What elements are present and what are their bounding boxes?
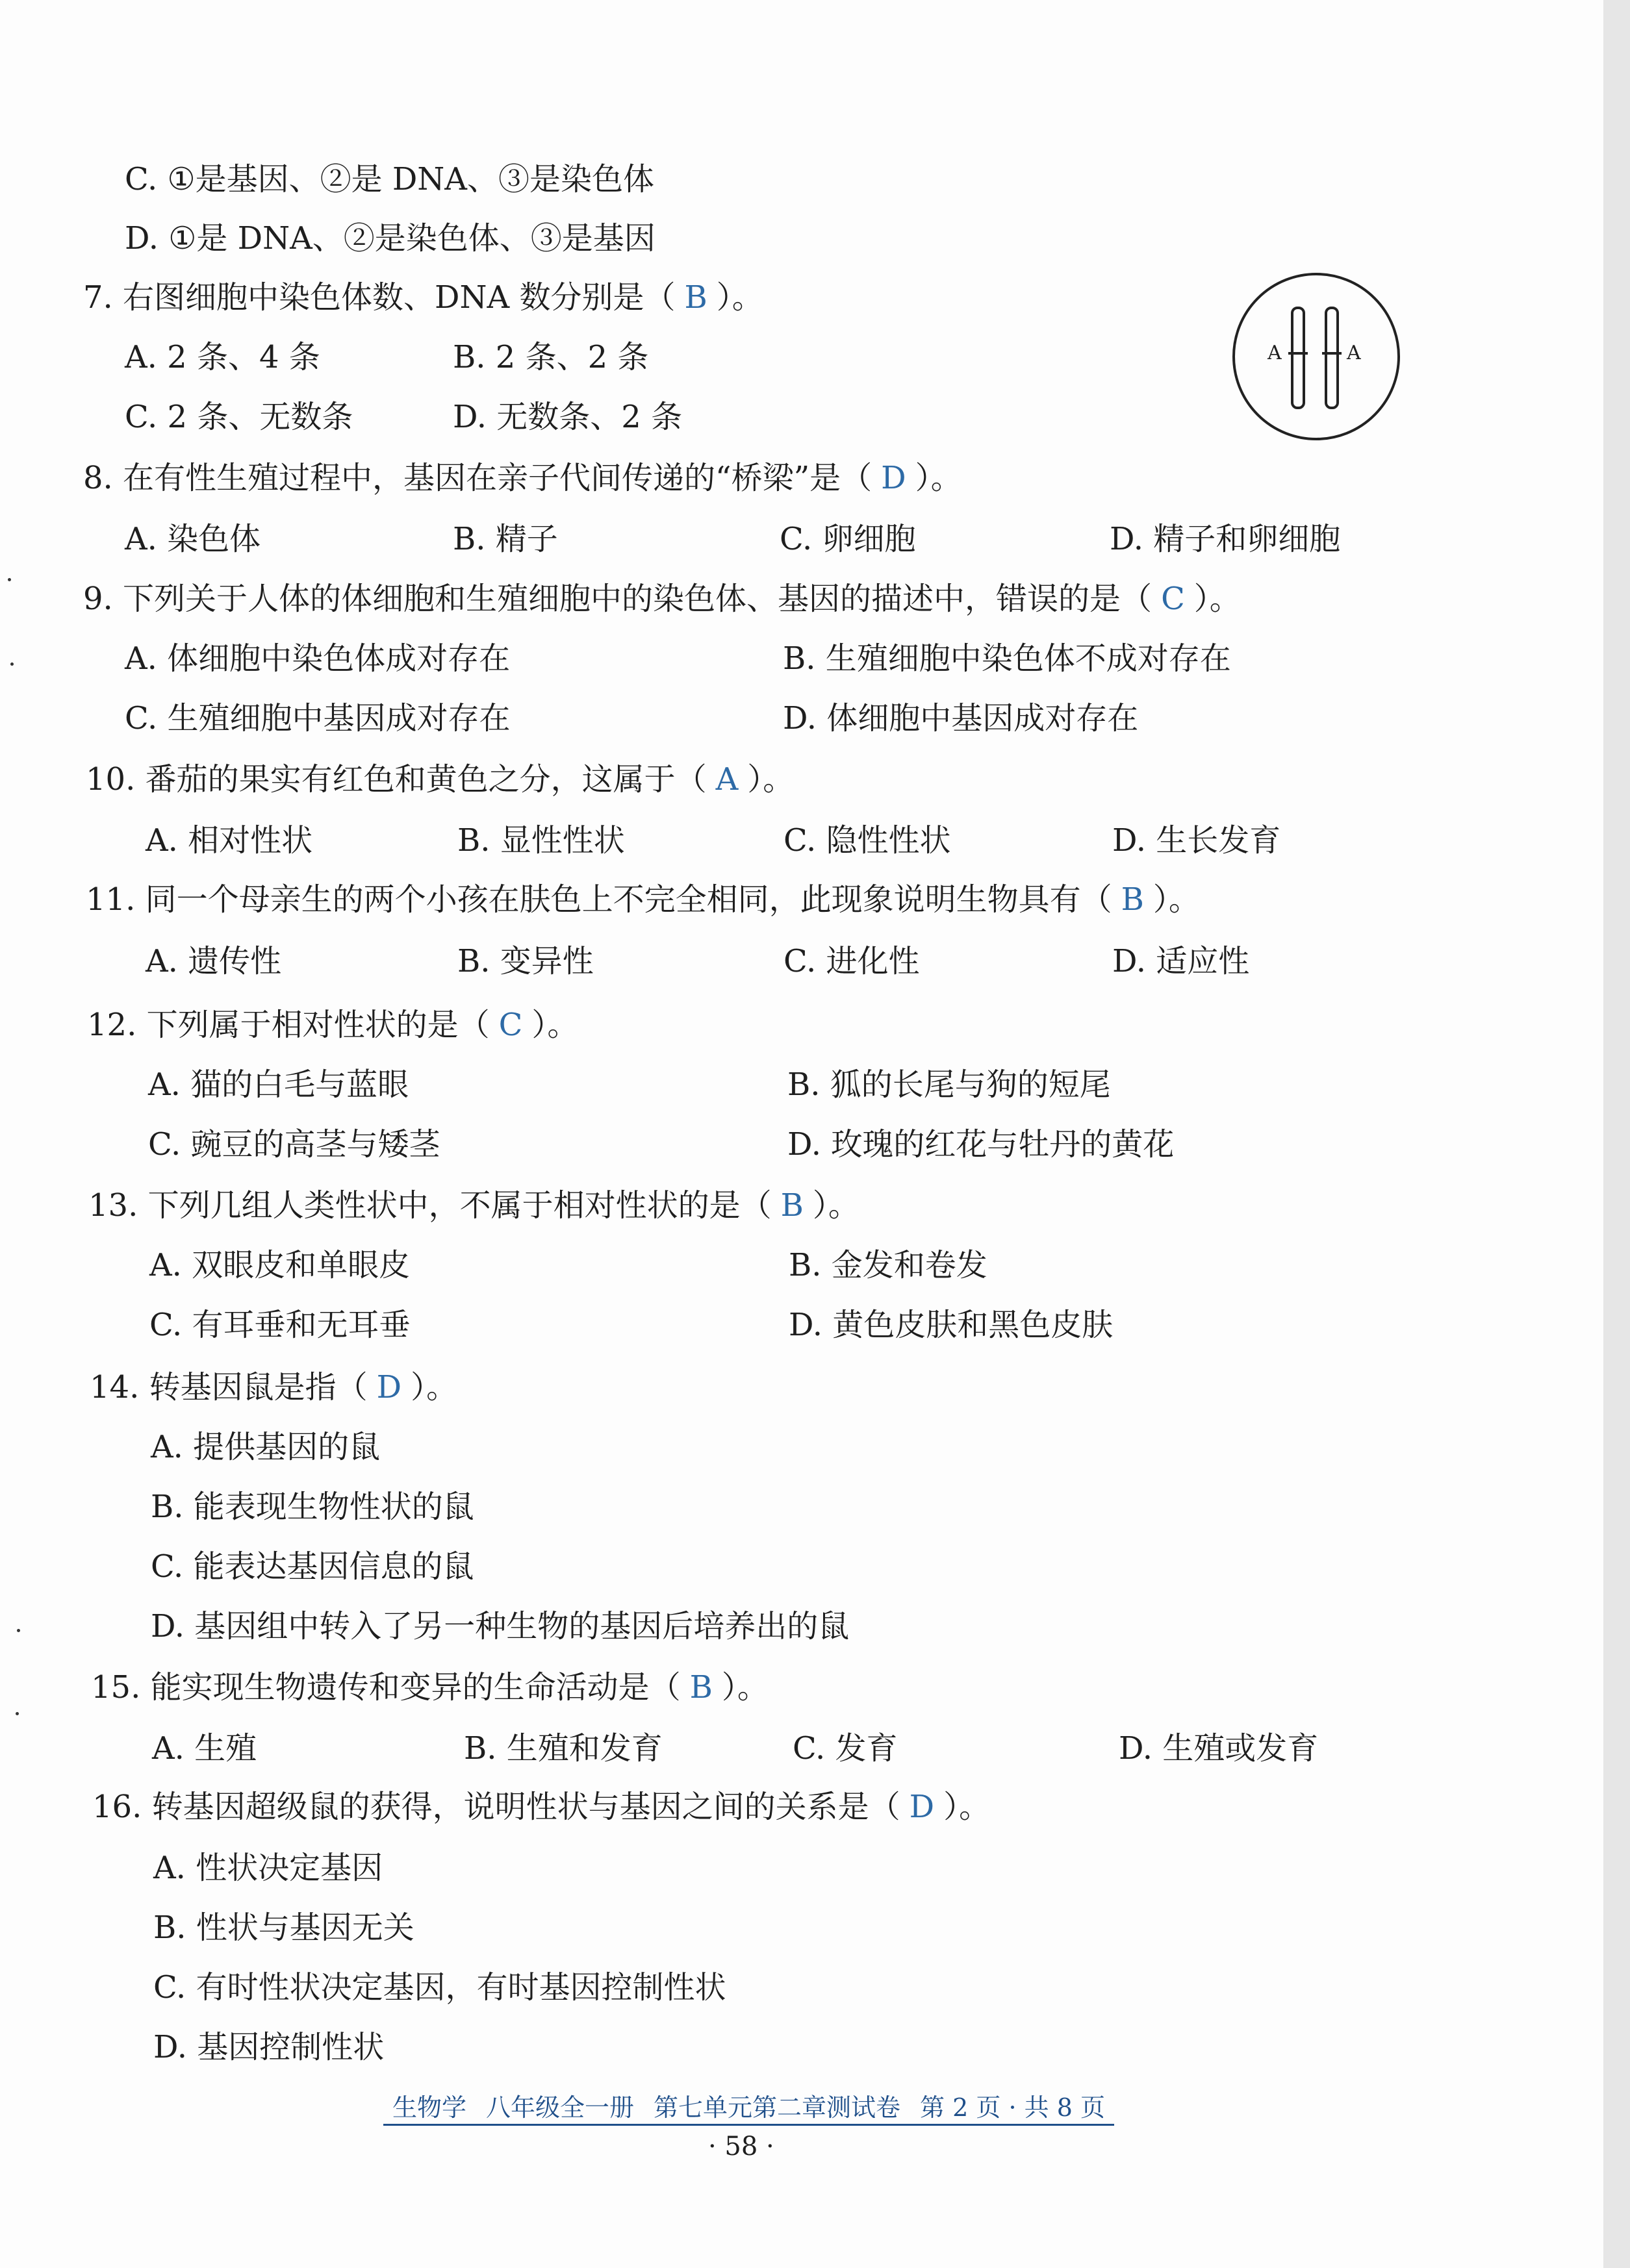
q16-stem-end: ）。: [943, 1789, 991, 1825]
q16-option-a: A. 性状决定基因: [153, 1850, 383, 1886]
q13-option-c: C. 有耳垂和无耳垂: [149, 1307, 411, 1343]
q9-stem-text: 9. 下列关于人体的体细胞和生殖细胞中的染色体、基因的描述中，错误的是（: [83, 581, 1152, 617]
q11-answer: B: [1121, 881, 1144, 918]
scan-speck: [17, 1629, 20, 1632]
q15-option-c: C. 发育: [793, 1730, 898, 1767]
q13-option-d: D. 黄色皮肤和黑色皮肤: [789, 1307, 1114, 1343]
q16-stem: [92, 1787, 990, 1826]
q7-stem-end: ）。: [716, 279, 763, 316]
q10-option-a: A. 相对性状: [146, 822, 313, 859]
q8-answer: D: [881, 460, 906, 496]
q8-option-d: D. 精子和卵细胞: [1110, 521, 1341, 557]
q12-stem-text: 12. 下列属于相对性状的是（: [87, 1007, 490, 1043]
q16-option-b: B. 性状与基因无关: [153, 1909, 414, 1946]
q15-option-d: D. 生殖或发育: [1119, 1730, 1319, 1767]
scan-speck: [8, 578, 11, 581]
q10-option-b: B. 显性性状: [457, 822, 625, 859]
q8-stem-end: ）。: [915, 460, 962, 496]
q14-option-c: C. 能表达基因信息的鼠: [151, 1548, 474, 1585]
q7-stem-text: 7. 右图细胞中染色体数、DNA 数分别是（: [83, 279, 676, 316]
q11-stem: [86, 880, 1200, 919]
q13-stem-text: 13. 下列几组人类性状中，不属于相对性状的是（: [88, 1187, 772, 1224]
scan-speck: [16, 1712, 19, 1715]
q9-stem-end: ）。: [1193, 581, 1241, 617]
q8-option-a: A. 染色体: [125, 521, 261, 557]
q11-option-c: C. 进化性: [783, 943, 920, 979]
q14-answer: D: [376, 1369, 402, 1405]
q11-stem-end: ）。: [1152, 881, 1200, 918]
q11-stem-text: 11. 同一个母亲生的两个小孩在肤色上不完全相同，此现象说明生物具有（: [86, 881, 1112, 918]
q8-option-b: B. 精子: [453, 521, 558, 557]
q16-answer: D: [909, 1789, 935, 1825]
chromosome-left: [1291, 307, 1305, 409]
q12-option-a: A. 猫的白毛与蓝眼: [148, 1066, 409, 1103]
q9-option-b: B. 生殖细胞中染色体不成对存在: [783, 640, 1231, 677]
q11-option-a: A. 遗传性: [146, 943, 282, 979]
gene-label-left: A: [1267, 342, 1282, 364]
q13-option-a: A. 双眼皮和单眼皮: [149, 1247, 411, 1283]
q9-answer: C: [1161, 581, 1185, 617]
q8-stem-text: 8. 在有性生殖过程中，基因在亲子代间传递的“桥梁”是（: [83, 460, 872, 496]
q11-option-d: D. 适应性: [1112, 943, 1250, 979]
q10-option-c: C. 隐性性状: [783, 822, 951, 859]
footer-grade: 八年级全一册: [486, 2093, 635, 2122]
q6-option-d: D. ①是 DNA、②是染色体、③是基因: [125, 220, 656, 257]
q7-option-c: C. 2 条、无数条: [125, 399, 353, 435]
q14-option-a: A. 提供基因的鼠: [151, 1429, 381, 1465]
q7-option-d: D. 无数条、2 条: [453, 399, 683, 435]
q7-answer: B: [684, 279, 707, 316]
page-footer: [383, 2091, 1114, 2126]
q16-stem-text: 16. 转基因超级鼠的获得，说明性状与基因之间的关系是（: [92, 1789, 900, 1825]
q9-stem: [83, 579, 1241, 618]
q13-stem-end: ）。: [812, 1187, 860, 1224]
q12-option-c: C. 豌豆的高茎与矮茎: [148, 1126, 440, 1163]
q7-stem: [83, 278, 763, 317]
q9-option-c: C. 生殖细胞中基因成对存在: [125, 700, 511, 737]
q6-option-c: C. ①是基因、②是 DNA、③是染色体: [125, 161, 654, 197]
q7-option-a: A. 2 条、4 条: [125, 339, 320, 375]
q10-option-d: D. 生长发育: [1112, 822, 1281, 859]
q8-option-c: C. 卵细胞: [780, 521, 916, 557]
q9-option-d: D. 体细胞中基因成对存在: [783, 700, 1139, 737]
q10-stem-text: 10. 番茄的果实有红色和黄色之分，这属于（: [86, 761, 707, 798]
q12-option-b: B. 狐的长尾与狗的短尾: [787, 1066, 1111, 1103]
chromosome-right: [1325, 307, 1339, 409]
q8-stem: [83, 459, 962, 498]
q12-option-d: D. 玫瑰的红花与牡丹的黄花: [787, 1126, 1175, 1163]
q13-answer: B: [780, 1187, 804, 1224]
q15-option-a: A. 生殖: [152, 1730, 257, 1767]
footer-subject: 生物学: [392, 2093, 467, 2122]
q9-option-a: A. 体细胞中染色体成对存在: [125, 640, 511, 677]
q14-stem-end: ）。: [411, 1369, 458, 1405]
q12-stem-end: ）。: [531, 1007, 579, 1043]
q14-stem: [90, 1368, 457, 1407]
q15-answer: B: [689, 1669, 713, 1706]
q13-stem: [88, 1186, 860, 1225]
q12-stem: [87, 1005, 578, 1044]
page-number: · 58 ·: [708, 2132, 774, 2161]
footer-page: 第 2 页 · 共 8 页: [920, 2093, 1105, 2122]
q10-stem: [86, 760, 794, 799]
q15-stem-end: ）。: [721, 1669, 769, 1706]
q14-option-b: B. 能表现生物性状的鼠: [151, 1489, 474, 1525]
q11-option-b: B. 变异性: [457, 943, 594, 979]
q7-option-b: B. 2 条、2 条: [453, 339, 649, 375]
q12-answer: C: [498, 1007, 523, 1043]
q10-stem-end: ）。: [747, 761, 795, 798]
q14-option-d: D. 基因组中转入了另一种生物的基因后培养出的鼠: [151, 1608, 850, 1644]
gene-label-right: A: [1347, 342, 1361, 364]
q16-option-c: C. 有时性状决定基因，有时基因控制性状: [153, 1969, 726, 2006]
scan-speck: [10, 662, 14, 666]
q15-stem-text: 15. 能实现生物遗传和变异的生命活动是（: [91, 1669, 681, 1706]
q16-option-d: D. 基因控制性状: [153, 2029, 385, 2065]
q13-option-b: B. 金发和卷发: [789, 1247, 987, 1283]
footer-unit: 第七单元第二章测试卷: [654, 2093, 901, 2122]
q15-stem: [91, 1668, 769, 1707]
q10-answer: A: [715, 761, 739, 798]
q14-stem-text: 14. 转基因鼠是指（: [90, 1369, 368, 1405]
q15-option-b: B. 生殖和发育: [464, 1730, 663, 1767]
cell-diagram: [1232, 273, 1400, 440]
